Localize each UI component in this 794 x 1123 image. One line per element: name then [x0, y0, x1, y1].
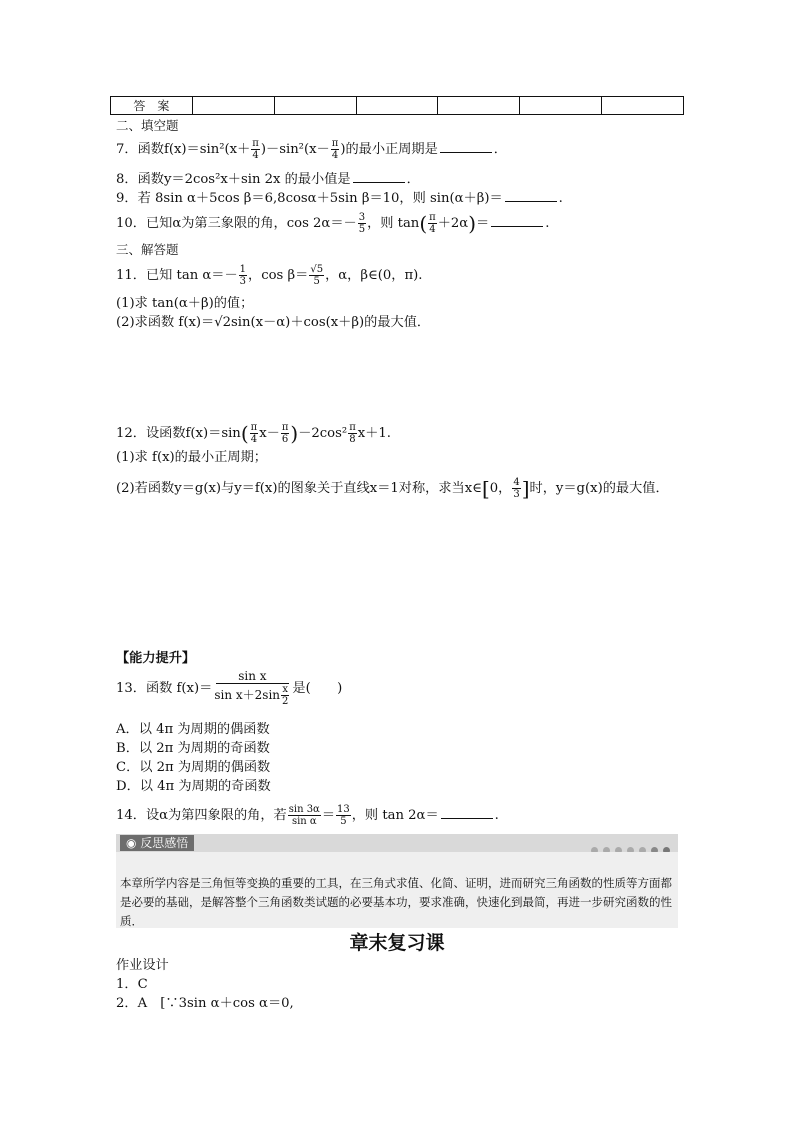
fraction: $\frac{\pi}{4}$ [429, 212, 436, 235]
fraction: $\frac{\pi}{6}$ [281, 422, 289, 445]
fraction: $\frac{\pi}{4}$ [250, 422, 258, 445]
fraction: $\frac{13}{5}$ [337, 804, 350, 827]
homework-answer-1: 1．C [116, 977, 148, 992]
question-7: 7．函数f(x)＝sin²(x＋ $\frac{\pi}{4}$ )－sin²(x－ $\frac{\pi}{4}$ )的最小正周期是 ． [116, 138, 507, 161]
section-fill-in-title: 二、填空题 [116, 118, 179, 133]
question-13-option-d: D．以 4π 为周期的奇函数 [116, 779, 271, 794]
question-13-option-b: B．以 2π 为周期的奇函数 [116, 741, 270, 756]
question-11-part-1: (1)求 tan(α＋β)的值； [116, 296, 254, 311]
fraction: sin x sin x＋2sin $\frac{x}{2}$ [214, 669, 289, 707]
reflection-text: 本章所学内容是三角恒等变换的重要的工具，在三角式求值、化简、证明，进而研究三角函数的性质等方面都是必要的基础，是解答整个三角函数类试题的必要基本功，要求准确，快速化到最简，再进一步研究函数的性质． [120, 876, 672, 928]
question-13-option-c: C．以 2π 为周期的偶函数 [116, 760, 271, 775]
answer-blank[interactable] [440, 140, 492, 153]
fraction: $\frac{\pi}{4}$ [252, 138, 259, 161]
fraction: $\frac{4}{3}$ [513, 477, 520, 500]
question-14: 14．设α为第四象限的角，若 $\frac{\sin 3\alpha}{\text{sin α}}$ ＝ $\frac{13}{5}$ ，则 tan 2α＝ . [116, 804, 499, 827]
reflection-banner [116, 834, 678, 852]
homework-title: 作业设计 [116, 958, 169, 973]
fraction: $\frac{x}{2}$ [282, 684, 289, 707]
chapter-title: 章末复习课 [349, 932, 445, 954]
answer-blank[interactable] [353, 170, 405, 183]
question-8: 8．函数y＝2cos²x＋sin 2x 的最小值是 ． [116, 172, 420, 187]
question-9: 9．若 8sin α＋5cos β＝6,8cosα＋5sin β＝10，则 sin(α＋β)＝ . [116, 191, 563, 206]
question-13-option-a: A．以 4π 为周期的偶函数 [116, 722, 270, 737]
answer-cell[interactable] [602, 97, 684, 115]
ability-title: 【能力提升】 [116, 651, 196, 666]
section-solve-title: 三、解答题 [116, 242, 179, 257]
reflection-box [116, 852, 678, 928]
fraction: $\frac{1}{3}$ [239, 264, 247, 287]
question-11: 11．已知 tan α＝－ $\frac{1}{3}$ ，cos β＝ $\frac{√5}{5}$ ，α，β∈(0，π). [116, 264, 423, 287]
answer-table-label: 答 案 [111, 97, 193, 115]
answer-cell[interactable] [438, 97, 520, 115]
fraction: $\frac{3}{5}$ [358, 212, 366, 235]
answer-table [110, 96, 684, 115]
answer-cell[interactable] [356, 97, 438, 115]
answer-blank[interactable] [441, 806, 493, 819]
fraction: $\frac{\pi}{4}$ [331, 138, 339, 161]
fraction: $\frac{\sin 3\alpha}{\text{sin α}}$ [288, 804, 320, 827]
fraction: $\frac{√5}{5}$ [310, 264, 324, 287]
reflection-label: ◉ 反思感悟 [120, 835, 194, 851]
question-10: 10．已知α为第三象限的角，cos 2α＝－ $\frac{3}{5}$ ，则 tan( $\frac{\pi}{4}$ ＋2α)＝ . [116, 211, 550, 236]
homework-answer-2: 2．A [∵3sin α＋cos α＝0, [116, 996, 294, 1011]
answer-blank[interactable] [505, 189, 557, 202]
fraction: $\frac{\pi}{8}$ [349, 422, 356, 445]
answer-blank[interactable] [491, 214, 543, 227]
question-12-part-2: (2)若函数y＝g(x)与y＝f(x)的图象关于直线x＝1对称，求当x∈[0， $\frac{4}{3}$ ]时，y＝g(x)的最大值． [116, 476, 669, 501]
question-12: 12．设函数f(x)＝sin( $\frac{\pi}{4}$ x－ $\frac{\pi}{6}$ )－2cos² $\frac{\pi}{8}$ x＋1. [116, 421, 391, 446]
question-11-part-2: (2)求函数 f(x)＝√2sin(x－α)＋cos(x＋β)的最大值． [116, 315, 431, 330]
question-12-part-1: (1)求 f(x)的最小正周期； [116, 450, 267, 465]
answer-cell[interactable] [520, 97, 602, 115]
question-13: 13．函数 f(x)＝ sin x sin x＋2sin $\frac{x}{2}$ 是( ) [116, 669, 343, 707]
answer-cell[interactable] [192, 97, 274, 115]
answer-cell[interactable] [274, 97, 356, 115]
